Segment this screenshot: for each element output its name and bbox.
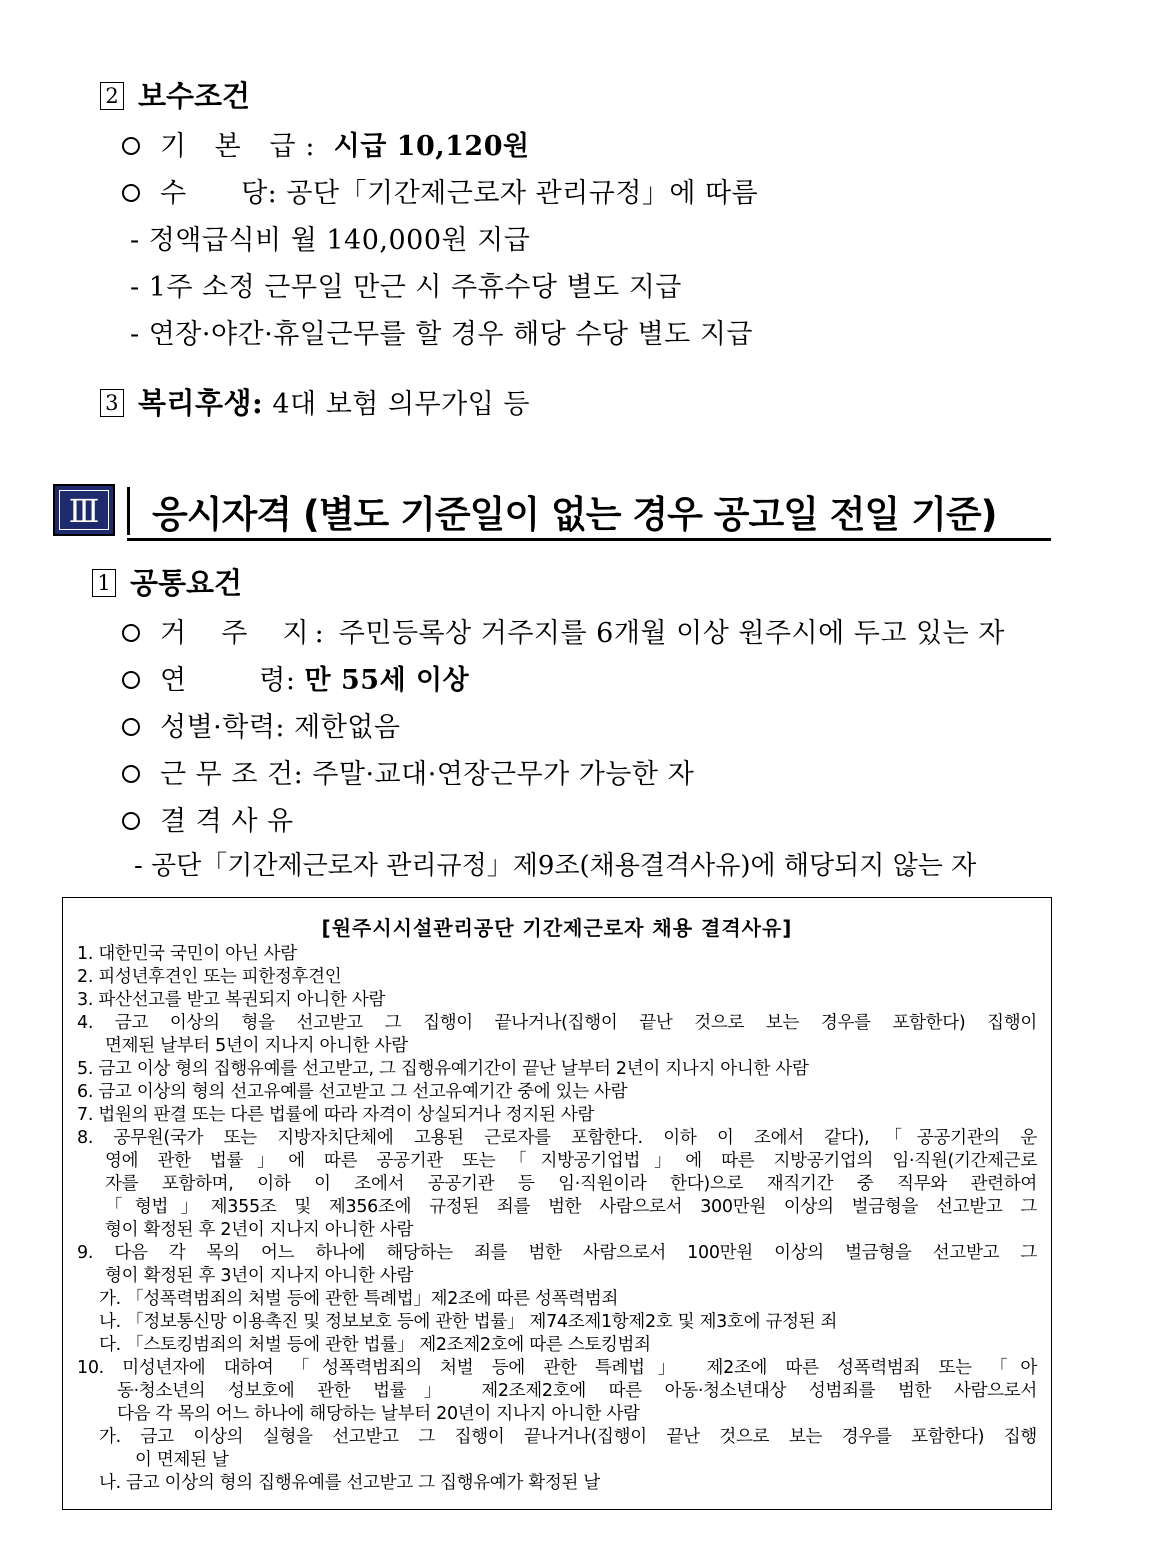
section-number-box: 2	[100, 82, 124, 110]
age-label: 연 령:	[160, 665, 296, 696]
allowance-item-1: - 정액급식비 월 140,000원 지급	[130, 225, 531, 256]
box-lines	[77, 943, 1037, 1495]
circle-bullet-icon	[122, 184, 140, 202]
common-req-heading	[92, 561, 242, 602]
gender-line	[122, 705, 400, 744]
welfare-value: 4대 보험 의무가입 등	[272, 389, 530, 420]
box-line: 가. 금고 이상의 실형을 선고받고 그 집행이 끝나거나(집행이 끝난 것으로 보는 경우를 포함한다) 집행	[99, 1427, 1037, 1447]
section-number-box: 1	[92, 569, 116, 597]
box-line: 9. 다음 각 목의 어느 하나에 해당하는 죄를 범한 사람으로서 100만원 이상의 벌금형을 선고받고 그	[77, 1243, 1037, 1263]
disq-line	[122, 799, 294, 838]
box-line: 5. 금고 이상 형의 집행유예를 선고받고, 그 집행유예기간이 끝난 날부터 2년이 지나지 아니한 사람	[77, 1059, 809, 1079]
box-line: 동·청소년의 성보호에 관한 법률」 제2조제2호에 따른 아동·청소년대상 성범죄를 범한 사람으로서	[117, 1381, 1037, 1401]
box-line: 10. 미성년자에 대하여 「성폭력범죄의 처벌 등에 관한 특례법」 제2조에 따른 성폭력범죄 또는 「아	[77, 1358, 1037, 1378]
work-label: 근 무 조 건:	[160, 759, 304, 790]
roman-numeral-badge	[53, 484, 115, 536]
welfare-line	[100, 381, 530, 422]
allowance-line	[122, 171, 758, 210]
box-line: 「형법」제355조 및 제356조에 규정된 죄를 범한 사람으로서 300만원 이상의 벌금형을 선고받고 그	[105, 1197, 1037, 1217]
box-line: 7. 법원의 판결 또는 다른 법률에 따라 자격이 상실되거나 정지된 사람	[77, 1105, 595, 1125]
heading-divider	[127, 487, 130, 535]
box-line: 나. 「정보통신망 이용촉진 및 정보보호 등에 관한 법률」 제74조제1항제2호 및 제3호에 규정된 죄	[99, 1312, 838, 1332]
circle-bullet-icon	[122, 671, 140, 689]
section-title: 보수조건	[138, 79, 251, 113]
circle-bullet-icon	[122, 624, 140, 642]
base-pay-label: 기 본 급:	[160, 131, 325, 162]
gender-value: 제한없음	[294, 712, 401, 743]
box-line: 형이 확정된 후 2년이 지나지 아니한 사람	[105, 1220, 414, 1240]
disq-item: - 공단「기간제근로자 관리규정」제9조(채용결격사유)에 해당되지 않는 자	[134, 851, 977, 881]
circle-bullet-icon	[122, 718, 140, 736]
work-line	[122, 752, 694, 791]
box-line: 다. 「스토킹범죄의 처벌 등에 관한 법률」 제2조제2호에 따른 스토킹범죄	[99, 1335, 651, 1355]
circle-bullet-icon	[122, 765, 140, 783]
age-line	[122, 658, 469, 697]
residence-value: 주민등록상 거주지를 6개월 이상 원주시에 두고 있는 자	[338, 618, 1005, 649]
disqualification-box	[62, 897, 1052, 1510]
allowance-item-3: - 연장·야간·휴일근무를 할 경우 해당 수당 별도 지급	[130, 319, 754, 350]
heading-underline	[127, 538, 1051, 541]
common-req-title: 공통요건	[130, 566, 243, 600]
box-line: 3. 파산선고를 받고 복권되지 아니한 사람	[77, 990, 386, 1010]
box-line: 자를 포함하며, 이하 이 조에서 공공기관 등 임·직원이라 한다)으로 재직기간 중 직무와 관련하여	[105, 1174, 1037, 1194]
section-number-box: 3	[100, 389, 124, 417]
box-line: 나. 금고 이상의 형의 집행유예를 선고받고 그 집행유예가 확정된 날	[99, 1473, 600, 1493]
base-pay-line	[122, 124, 530, 163]
box-title: [원주시시설관리공단 기간제근로자 채용 결격사유]	[321, 916, 793, 940]
allowance-item-2: - 1주 소정 근무일 만근 시 주휴수당 별도 지급	[130, 272, 682, 303]
box-line: 다음 각 목의 어느 하나에 해당하는 날부터 20년이 지나지 아니한 사람	[117, 1404, 640, 1424]
age-value: 만 55세 이상	[304, 665, 470, 696]
circle-bullet-icon	[122, 137, 140, 155]
box-line: 면제된 날부터 5년이 지나지 아니한 사람	[105, 1036, 408, 1056]
disq-label: 결 격 사 유	[160, 806, 294, 837]
box-line: 4. 금고 이상의 형을 선고받고 그 집행이 끝나거나(집행이 끝난 것으로 보는 경우를 포함한다) 집행이	[77, 1013, 1037, 1033]
box-line: 6. 금고 이상의 형의 선고유예를 선고받고 그 선고유예기간 중에 있는 사람	[77, 1082, 628, 1102]
box-line: 2. 피성년후견인 또는 피한정후견인	[77, 967, 342, 987]
box-line: 가. 「성폭력범죄의 처벌 등에 관한 특례법」제2조에 따른 성폭력범죄	[99, 1289, 619, 1309]
section-3-title: 응시자격 (별도 기준일이 없는 경우 공고일 전일 기준)	[152, 493, 997, 536]
allowance-label: 수 당:	[160, 178, 278, 209]
box-line: 1. 대한민국 국민이 아닌 사람	[77, 944, 297, 964]
section-2-heading	[100, 74, 250, 115]
allowance-value: 공단「기간제근로자 관리규정」에 따름	[286, 178, 759, 209]
residence-line	[122, 611, 1005, 650]
base-pay-value: 시급 10,120원	[333, 131, 530, 162]
box-line: 8. 공무원(국가 또는 지방자치단체에 고용된 근로자를 포함한다. 이하 이 조에서 같다),「공공기관의 운	[77, 1128, 1037, 1148]
work-value: 주말·교대·연장근무가 가능한 자	[312, 759, 695, 790]
box-line: 영에 관한 법률」에 따른 공공기관 또는「지방공기업법」에 따른 지방공기업의 임·직원(기간제근로	[105, 1151, 1037, 1171]
circle-bullet-icon	[122, 812, 140, 830]
box-line: 이 면제된 날	[135, 1450, 229, 1470]
residence-label: 거 주 지:	[160, 618, 330, 649]
welfare-title: 복리후생:	[138, 386, 264, 420]
box-line: 형이 확정된 후 3년이 지나지 아니한 사람	[105, 1266, 414, 1286]
roman-numeral: Ⅲ	[59, 490, 109, 530]
gender-label: 성별·학력:	[160, 712, 286, 743]
